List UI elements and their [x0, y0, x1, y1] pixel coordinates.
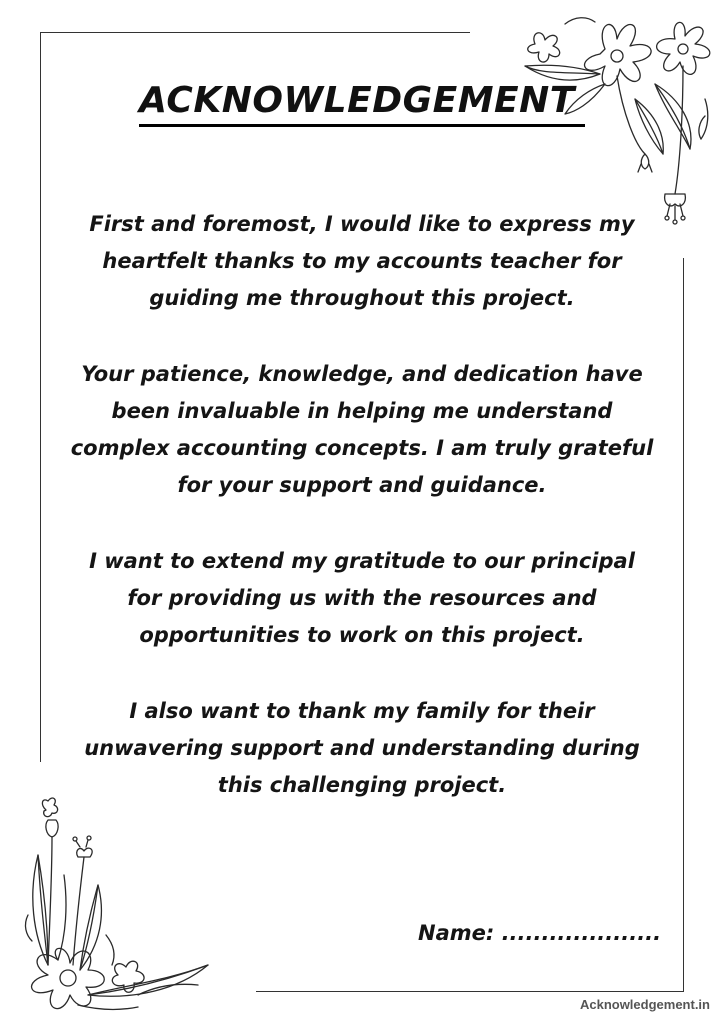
page-title-text: ACKNOWLEDGEMENT	[139, 78, 585, 127]
frame-top-line	[40, 32, 470, 33]
paragraph-principal-thanks: I want to extend my gratitude to our principal for providing us with the resources and opportunities to work on this project.	[89, 549, 635, 647]
frame-left-line	[40, 32, 41, 762]
floral-bottom-left-drawing	[18, 795, 218, 1020]
paragraph-teacher-thanks: First and foremost, I would like to express my heartfelt thanks to my accounts teacher for guiding me throughout this project.	[89, 212, 635, 310]
name-signature-line: Name: ....................	[418, 921, 662, 945]
paragraph-patience-knowledge: Your patience, knowledge, and dedication have been invaluable in helping me understand complex accounting concepts. I am truly grateful for your support and guidance.	[70, 362, 654, 497]
floral-corner-bottom-left-icon	[18, 795, 218, 1020]
frame-right-line	[683, 258, 684, 991]
paragraph-family-thanks: I also want to thank my family for their unwavering support and understanding during this challenging project.	[84, 699, 640, 797]
page-title	[0, 78, 724, 127]
site-footer-credit: Acknowledgement.in	[579, 997, 710, 1012]
frame-bottom-line	[256, 991, 684, 992]
